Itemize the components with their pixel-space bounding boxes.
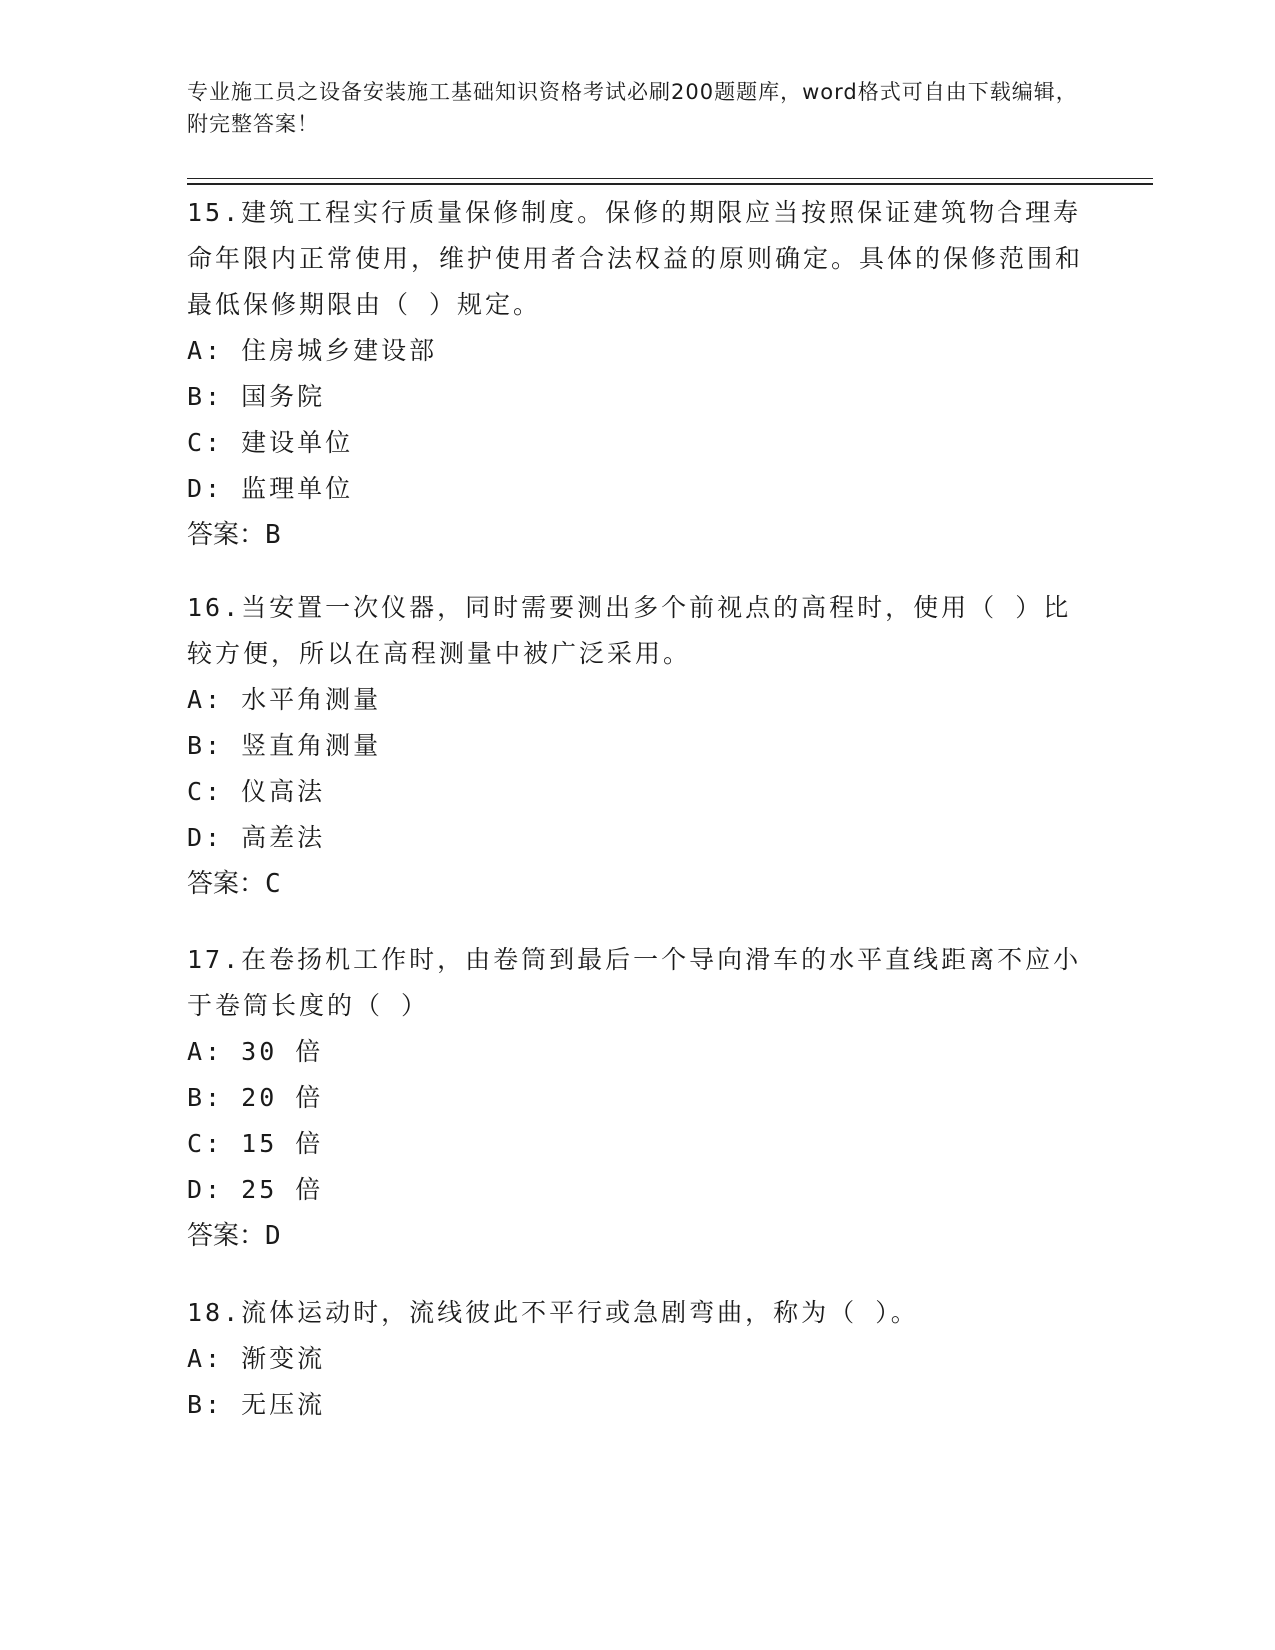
- question-block-17: [187, 937, 1087, 1259]
- option-d: D: 监理单位: [187, 474, 354, 503]
- answer-value: D: [265, 1221, 281, 1251]
- document-header: 专业施工员之设备安装施工基础知识资格考试必刷200题题库，word格式可自由下载编辑，附完整答案！: [187, 80, 1078, 136]
- option-c: C: 建设单位: [187, 428, 354, 457]
- answer-value: B: [265, 520, 281, 550]
- option-b: B: 国务院: [187, 382, 326, 411]
- option-c: C: 仪高法: [187, 777, 326, 806]
- question-text: 18.流体运动时，流线彼此不平行或急剧弯曲，称为（ ）。: [187, 1298, 919, 1327]
- option-d: D: 25 倍: [187, 1175, 324, 1204]
- option-d: D: 高差法: [187, 823, 326, 852]
- answer-label: 答案：: [187, 520, 266, 550]
- option-c: C: 15 倍: [187, 1129, 324, 1158]
- question-text: 17.在卷扬机工作时，由卷筒到最后一个导向滑车的水平直线距离不应小于卷筒长度的（ ）: [187, 945, 1082, 1020]
- question-text: 15.建筑工程实行质量保修制度。保修的期限应当按照保证建筑物合理寿命年限内正常使用，维护使用者合法权益的原则确定。具体的保修范围和最低保修期限由（ ）规定。: [187, 198, 1084, 319]
- question-block-16: [187, 585, 1087, 907]
- option-b: B: 无压流: [187, 1390, 326, 1419]
- answer-line: [187, 1213, 1087, 1259]
- answer-line: [187, 861, 1087, 907]
- answer-label: 答案：: [187, 1221, 266, 1251]
- option-b: B: 20 倍: [187, 1083, 324, 1112]
- question-block-15: [187, 190, 1087, 558]
- option-a: A: 住房城乡建设部: [187, 336, 438, 365]
- question-text: 16.当安置一次仪器，同时需要测出多个前视点的高程时，使用（ ）比较方便，所以在高程测量中被广泛采用。: [187, 593, 1072, 668]
- option-a: A: 30 倍: [187, 1037, 324, 1066]
- question-block-18: [187, 1290, 1087, 1428]
- option-a: A: 渐变流: [187, 1344, 326, 1373]
- option-a: A: 水平角测量: [187, 685, 382, 714]
- header-divider-bottom: [187, 183, 1153, 185]
- option-b: B: 竖直角测量: [187, 731, 382, 760]
- answer-value: C: [265, 869, 281, 899]
- answer-label: 答案：: [187, 869, 266, 899]
- header-divider-top: [187, 178, 1153, 179]
- answer-line: [187, 512, 1087, 558]
